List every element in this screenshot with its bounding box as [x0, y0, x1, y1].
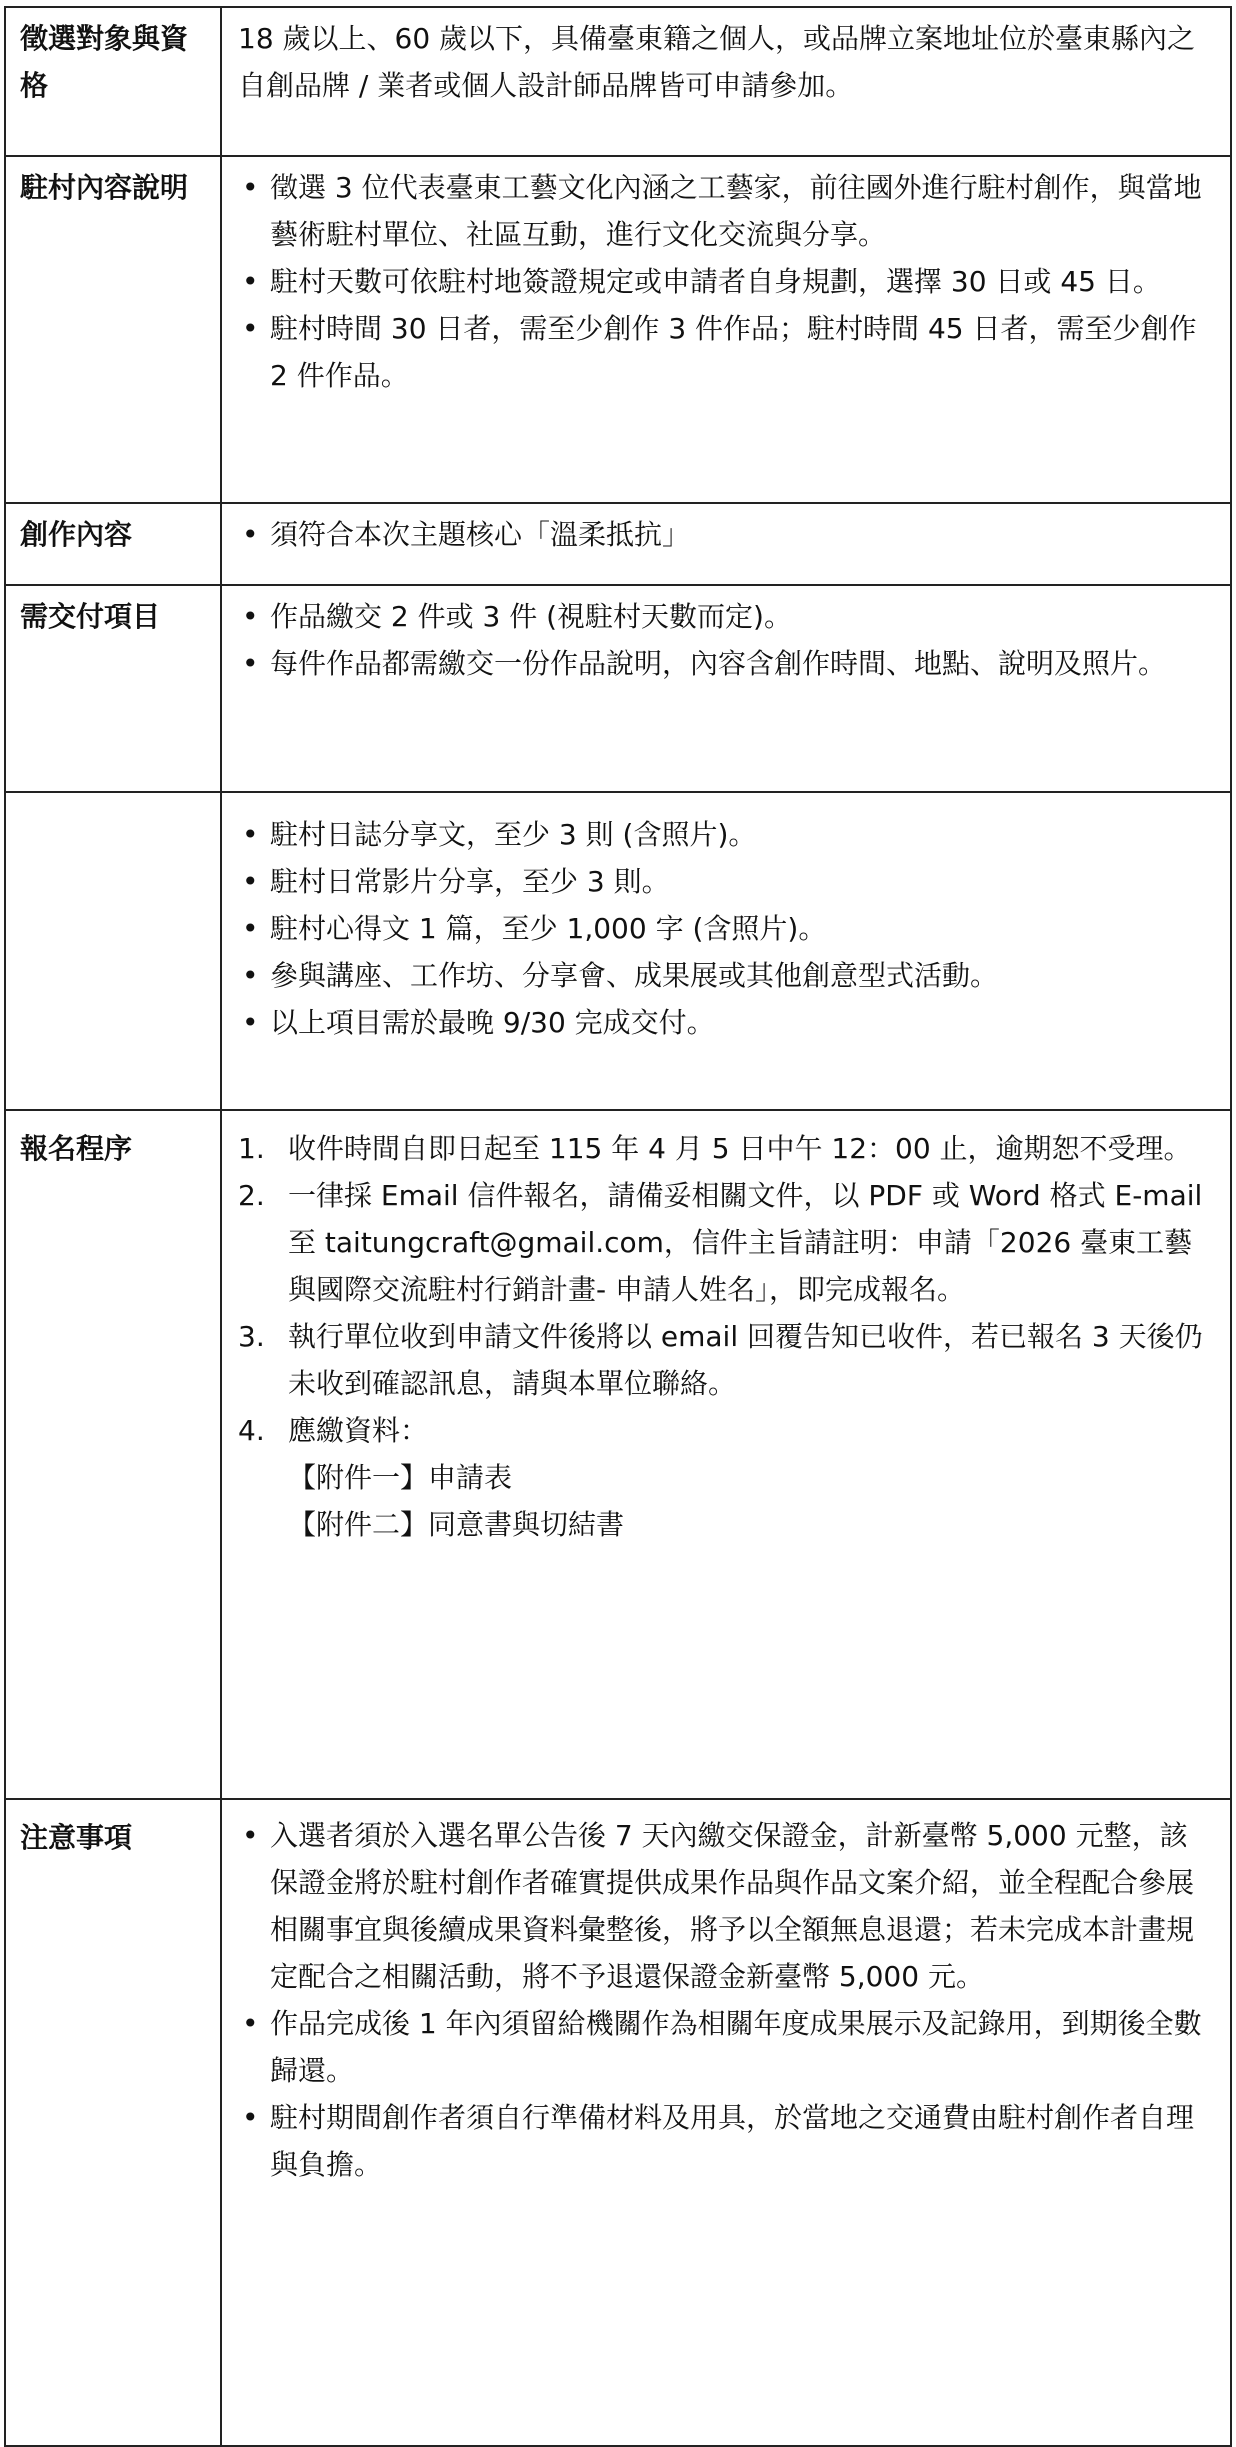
list-item — [238, 1125, 1208, 1172]
bullet-list — [238, 164, 1208, 399]
row-content — [221, 792, 1231, 1110]
list-item: • 駐村期間創作者須自行準備材料及用具，於當地之交通費由駐村創作者自理與負擔。 — [238, 2094, 1208, 2188]
list-item — [238, 1407, 1208, 1454]
row-deliverables — [5, 585, 1231, 792]
step-text: 應繳資料： — [288, 1414, 429, 1447]
eligibility-text: 18 歲以上、60 歲以下，具備臺東籍之個人，或品牌立案地址位於臺東縣內之自創品牌 / 業者或個人設計師品牌皆可申請參加。 — [238, 22, 1196, 102]
list-item — [238, 1313, 1208, 1407]
row-content — [221, 1110, 1231, 1799]
row-label: 需交付項目 — [5, 585, 221, 792]
info-table — [4, 6, 1232, 2447]
list-item: • 入選者須於入選名單公告後 7 天內繳交保證金，計新臺幣 5,000 元整，該保證金將於駐村創作者確實提供成果作品與作品文案介紹，並全程配合參展相關事宜與後續成果資料彙整後，將予以全額無息退還；若未完成本計畫規定配合之相關活動，將不予退還保證金新臺幣 5,000 元。 — [238, 1812, 1208, 2000]
row-label: 注意事項 — [5, 1799, 221, 2446]
row-registration — [5, 1110, 1231, 1799]
list-item: • 作品完成後 1 年內須留給機關作為相關年度成果展示及記錄用，到期後全數歸還。 — [238, 2000, 1208, 2094]
list-item: • 以上項目需於最晚 9/30 完成交付。 — [238, 999, 1208, 1046]
list-item: • 須符合本次主題核心「溫柔抵抗」 — [238, 511, 1208, 558]
row-residency-description — [5, 156, 1231, 503]
list-item: • 作品繳交 2 件或 3 件 (視駐村天數而定)。 — [238, 593, 1208, 640]
row-content — [221, 7, 1231, 156]
list-item — [238, 1172, 1208, 1313]
list-number: 1. — [238, 1132, 265, 1165]
row-content — [221, 585, 1231, 792]
list-item: • 參與講座、工作坊、分享會、成果展或其他創意型式活動。 — [238, 952, 1208, 999]
step-text: 執行單位收到申請文件後將以 email 回覆告知已收件，若已報名 3 天後仍未收到確認訊息，請與本單位聯絡。 — [288, 1320, 1203, 1400]
row-deliverables-continued — [5, 792, 1231, 1110]
list-number: 3. — [238, 1320, 265, 1353]
row-label: 創作內容 — [5, 503, 221, 585]
step-text: 收件時間自即日起至 115 年 4 月 5 日中午 12：00 止，逾期恕不受理。 — [288, 1132, 1192, 1165]
bullet-list — [238, 593, 1208, 687]
row-content — [221, 503, 1231, 585]
bullet-list — [238, 1812, 1208, 2188]
step-text: 一律採 Email 信件報名，請備妥相關文件，以 PDF 或 Word 格式 E-mail 至 taitungcraft@gmail.com，信件主旨請註明：申請「2026 臺東工藝與國際交流駐村行銷計畫- 申請人姓名」，即完成報名。 — [288, 1179, 1203, 1306]
list-item: • 駐村時間 30 日者，需至少創作 3 件作品；駐村時間 45 日者，需至少創作 2 件作品。 — [238, 305, 1208, 399]
list-item: • 駐村日常影片分享，至少 3 則。 — [238, 858, 1208, 905]
list-number: 2. — [238, 1179, 265, 1212]
list-item: • 駐村日誌分享文，至少 3 則 (含照片)。 — [238, 811, 1208, 858]
attachment-item: 【附件一】申請表 — [288, 1461, 513, 1494]
list-number: 4. — [238, 1414, 265, 1447]
list-item: • 徵選 3 位代表臺東工藝文化內涵之工藝家，前往國外進行駐村創作，與當地藝術駐村單位、社區互動，進行文化交流與分享。 — [238, 164, 1208, 258]
attachment-item: 【附件二】同意書與切結書 — [288, 1508, 625, 1541]
row-label — [5, 792, 221, 1110]
row-creation-content — [5, 503, 1231, 585]
row-label: 報名程序 — [5, 1110, 221, 1799]
row-notes — [5, 1799, 1231, 2446]
row-label: 駐村內容說明 — [5, 156, 221, 503]
list-item: • 駐村心得文 1 篇，至少 1,000 字 (含照片)。 — [238, 905, 1208, 952]
bullet-list — [238, 811, 1208, 1046]
row-label: 徵選對象與資格 — [5, 7, 221, 156]
numbered-list — [238, 1125, 1208, 1454]
row-eligibility — [5, 7, 1231, 156]
row-content — [221, 156, 1231, 503]
row-content — [221, 1799, 1231, 2446]
list-item: • 每件作品都需繳交一份作品說明，內容含創作時間、地點、說明及照片。 — [238, 640, 1208, 687]
bullet-list — [238, 511, 1208, 558]
list-item: • 駐村天數可依駐村地簽證規定或申請者自身規劃，選擇 30 日或 45 日。 — [238, 258, 1208, 305]
